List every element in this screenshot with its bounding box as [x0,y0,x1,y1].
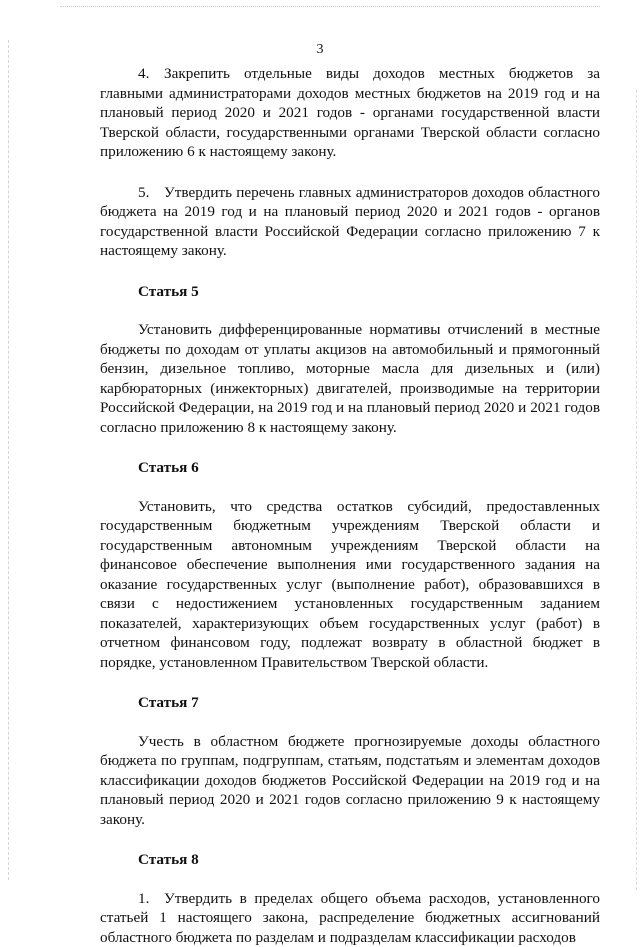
article-7-heading: Статья 7 [100,693,600,713]
item-5-number: 5. [138,183,164,203]
page-number: 3 [0,42,640,58]
scan-artifact-right [636,90,637,890]
article-8-item-1-text: Утвердить в пределах общего объема расходов, установленного статьей 1 настоящего закона, распределение бюджетных ассигнований областного бюджета по разделам и подразделам классификации расходов [100,890,600,946]
item-5-paragraph [100,183,600,261]
article-6-heading: Статья 6 [100,458,600,478]
item-4-number: 4. [138,64,164,84]
article-7-text: Учесть в областном бюджете прогнозируемые доходы областного бюджета по группам, подгруппам, статьям, подстатьям и элементам доходов классификации доходов бюджетов Российской Федерации на 2019 год и на плановый период 2020 и 2021 годов согласно приложению 9 к настоящему закону. [100,732,600,830]
scan-artifact-left [8,40,9,880]
article-8-item-1-paragraph [100,889,600,947]
document-body [100,64,600,947]
item-4-paragraph [100,64,600,162]
article-6-text: Установить, что средства остатков субсидий, предоставленных государственным бюджетным учреждениям Тверской области и государственным автономным учреждениям Тверской области на финансовое обеспечение выполнения ими государственного задания на оказание государственных услуг (выполнение работ), образовавшихся в связи с недостижением установленных государственным заданием показателей, характеризующих объем государственных услуг (работ) в отчетном финансовом году, подлежат возврату в областной бюджет в порядке, установленном Правительством Тверской области. [100,497,600,673]
article-5-heading: Статья 5 [100,282,600,302]
scan-artifact-top [60,6,600,7]
article-8-heading: Статья 8 [100,850,600,870]
article-5-text: Установить дифференцированные нормативы отчислений в местные бюджеты по доходам от уплаты акцизов на автомобильный и прямогонный бензин, дизельное топливо, моторные масла для дизельных и (или) карбюраторных (инжекторных) двигателей, производимые на территории Российской Федерации, на 2019 год и на плановый период 2020 и 2021 годов согласно приложению 8 к настоящему закону. [100,320,600,437]
item-4-text: Закрепить отдельные виды доходов местных бюджетов за главными администраторами доходов местных бюджетов на 2019 год и на плановый период 2020 и 2021 годов - органами государственной власти Тверской области, государственными органами Тверской области согласно приложению 6 к настоящему закону. [100,65,600,160]
article-8-item-1-number: 1. [138,889,164,909]
item-5-text: Утвердить перечень главных администраторов доходов областного бюджета на 2019 год и на плановый период 2020 и 2021 годов - органов государственной власти Российской Федерации согласно приложению 7 к настоящему закону. [100,184,600,260]
